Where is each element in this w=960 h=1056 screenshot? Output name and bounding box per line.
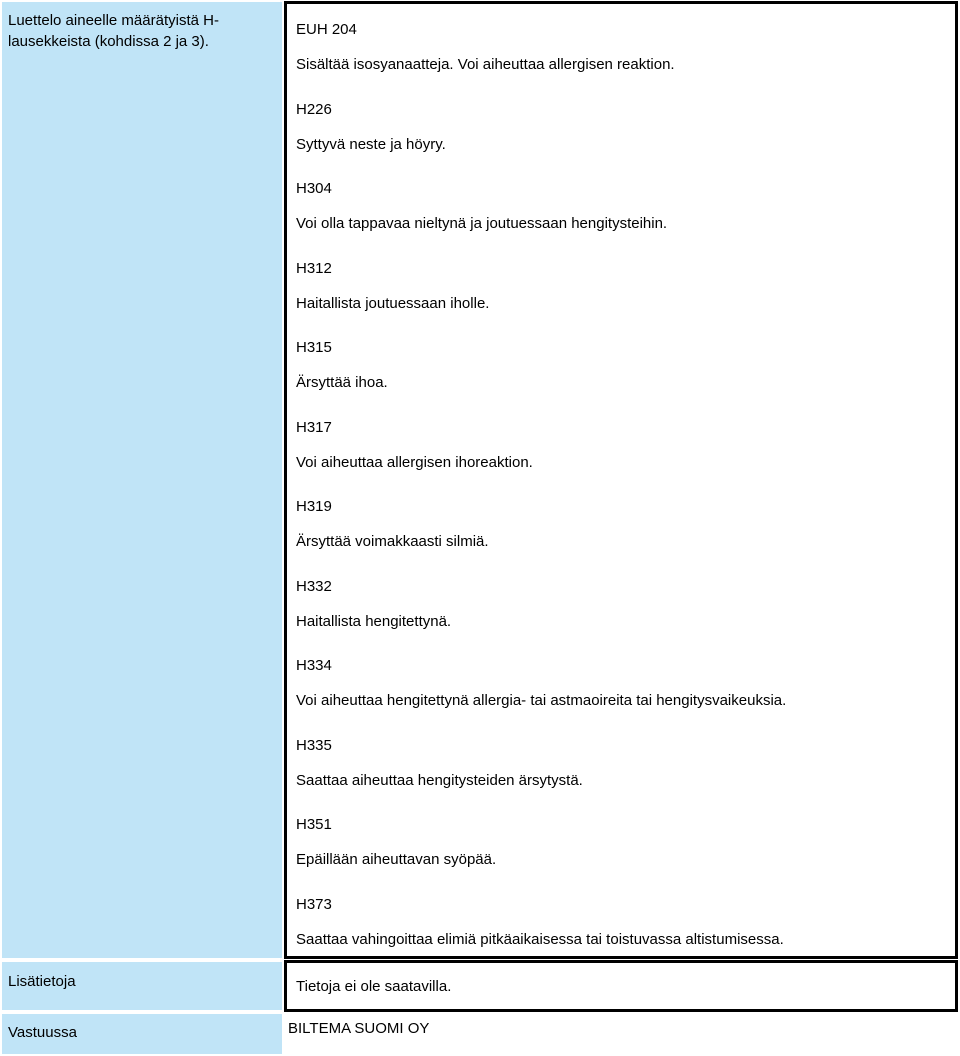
h-phrase-code: H334 [296, 657, 332, 674]
lisatietoja-label-cell [2, 962, 282, 1010]
h-phrases-content-box [284, 1, 958, 959]
h-phrase-code: H312 [296, 259, 332, 277]
h-phrase-text: Syttyvä neste ja höyry. [296, 135, 446, 153]
h-phrase-code: H335 [296, 736, 332, 754]
h-phrase-code: H319 [296, 498, 332, 515]
h-phrase-text: Sisältää isosyanaatteja. Voi aiheuttaa allergisen reaktion. [296, 56, 675, 73]
h-phrase-text: Voi aiheuttaa hengitettynä allergia- tai astmaoireita tai hengitysvaikeuksia. [296, 692, 787, 709]
h-phrase-code: H373 [296, 895, 332, 913]
vastuussa-value: BILTEMA SUOMI OY [288, 1020, 430, 1037]
h-phrase-text: Saattaa vahingoittaa elimiä pitkäaikaisessa tai toistuvassa altistumisessa. [296, 930, 784, 948]
h-phrase-text: Ärsyttää ihoa. [296, 374, 388, 391]
h-phrase-text: Voi aiheuttaa allergisen ihoreaktion. [296, 453, 533, 471]
h-phrase-text: Voi olla tappavaa nieltynä ja joutuessaan hengitysteihin. [296, 215, 668, 232]
h-phrase-text: Epäillään aiheuttavan syöpää. [296, 851, 497, 868]
vastuussa-label-cell [2, 1014, 282, 1054]
h-phrase-code: EUH 204 [296, 21, 357, 38]
h-phrase-code: H226 [296, 100, 332, 118]
h-phrases-label-cell [2, 2, 282, 958]
lisatietoja-value: Tietoja ei ole saatavilla. [296, 978, 452, 995]
h-phrase-code: H332 [296, 577, 332, 595]
h-phrase-code: H317 [296, 418, 332, 436]
h-phrase-text: Haitallista hengitettynä. [296, 612, 452, 630]
h-phrase-text: Saattaa aiheuttaa hengitysteiden ärsytystä. [296, 771, 583, 789]
h-phrase-code: H315 [296, 339, 332, 356]
h-phrase-text: Ärsyttää voimakkaasti silmiä. [296, 533, 489, 550]
lisatietoja-label: Lisätietoja [8, 973, 76, 990]
h-phrase-code: H304 [296, 180, 332, 197]
h-phrases-label: Luettelo aineelle määrätyistä H-lausekkeista (kohdissa 2 ja 3). [8, 12, 219, 50]
lisatietoja-content-box [284, 960, 958, 1012]
vastuussa-label: Vastuussa [8, 1024, 77, 1041]
h-phrase-text: Haitallista joutuessaan iholle. [296, 294, 490, 312]
h-phrase-code: H351 [296, 816, 332, 833]
